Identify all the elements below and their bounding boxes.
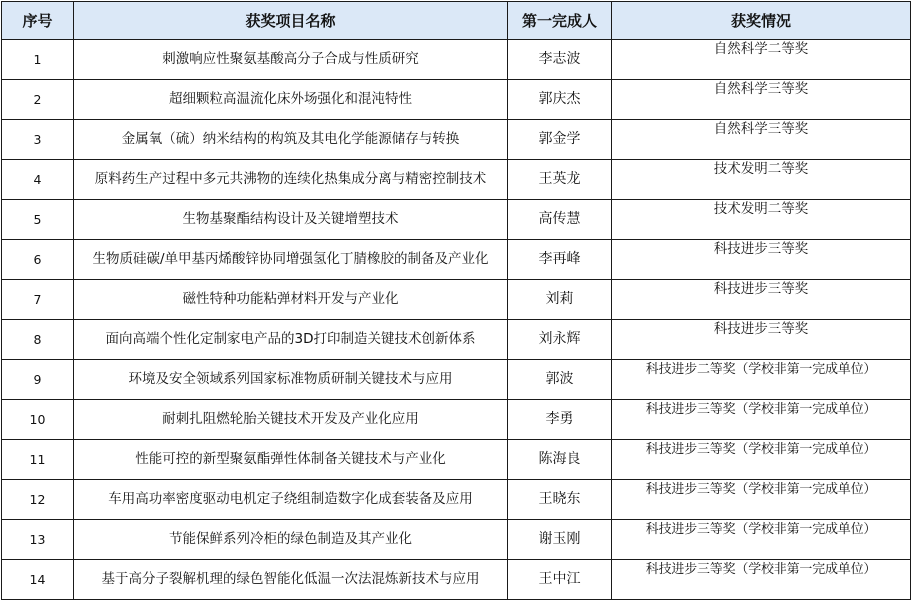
cell-serial-number[interactable]: 7 <box>2 280 74 320</box>
cell-award-status[interactable]: 自然科学二等奖 <box>612 40 911 80</box>
table-row <box>2 120 911 160</box>
cell-first-completer[interactable]: 陈海良 <box>508 440 612 480</box>
table-row <box>2 440 911 480</box>
cell-project-name[interactable]: 面向高端个性化定制家电产品的3D打印制造关键技术创新体系 <box>74 320 508 360</box>
cell-serial-number[interactable]: 1 <box>2 40 74 80</box>
cell-first-completer[interactable]: 谢玉刚 <box>508 520 612 560</box>
cell-award-status[interactable]: 科技进步三等奖 <box>612 240 911 280</box>
table-row <box>2 360 911 400</box>
table-row <box>2 520 911 560</box>
cell-award-status[interactable]: 技术发明二等奖 <box>612 160 911 200</box>
cell-serial-number[interactable]: 13 <box>2 520 74 560</box>
cell-first-completer[interactable]: 郭庆杰 <box>508 80 612 120</box>
header-row <box>2 2 911 40</box>
cell-serial-number[interactable]: 14 <box>2 560 74 600</box>
cell-award-status[interactable]: 科技进步三等奖（学校非第一完成单位） <box>612 480 911 520</box>
cell-project-name[interactable]: 车用高功率密度驱动电机定子绕组制造数字化成套装备及应用 <box>74 480 508 520</box>
cell-first-completer[interactable]: 郭波 <box>508 360 612 400</box>
table-row <box>2 400 911 440</box>
table-row <box>2 480 911 520</box>
cell-award-status[interactable]: 科技进步三等奖（学校非第一完成单位） <box>612 520 911 560</box>
cell-award-status[interactable]: 科技进步三等奖（学校非第一完成单位） <box>612 560 911 600</box>
table-row <box>2 560 911 600</box>
cell-award-status[interactable]: 技术发明二等奖 <box>612 200 911 240</box>
cell-project-name[interactable]: 磁性特种功能粘弹材料开发与产业化 <box>74 280 508 320</box>
cell-first-completer[interactable]: 刘莉 <box>508 280 612 320</box>
cell-first-completer[interactable]: 王晓东 <box>508 480 612 520</box>
table-row <box>2 200 911 240</box>
cell-first-completer[interactable]: 王英龙 <box>508 160 612 200</box>
table-row <box>2 320 911 360</box>
cell-award-status[interactable]: 自然科学三等奖 <box>612 120 911 160</box>
cell-serial-number[interactable]: 12 <box>2 480 74 520</box>
cell-serial-number[interactable]: 9 <box>2 360 74 400</box>
cell-award-status[interactable]: 科技进步三等奖（学校非第一完成单位） <box>612 400 911 440</box>
header-serial-number: 序号 <box>2 2 74 40</box>
cell-project-name[interactable]: 节能保鲜系列冷柜的绿色制造及其产业化 <box>74 520 508 560</box>
cell-award-status[interactable]: 科技进步三等奖 <box>612 320 911 360</box>
cell-project-name[interactable]: 刺激响应性聚氨基酸高分子合成与性质研究 <box>74 40 508 80</box>
cell-project-name[interactable]: 性能可控的新型聚氨酯弹性体制备关键技术与产业化 <box>74 440 508 480</box>
cell-first-completer[interactable]: 高传慧 <box>508 200 612 240</box>
cell-award-status[interactable]: 科技进步三等奖（学校非第一完成单位） <box>612 440 911 480</box>
cell-first-completer[interactable]: 李志波 <box>508 40 612 80</box>
cell-award-status[interactable]: 科技进步三等奖 <box>612 280 911 320</box>
cell-serial-number[interactable]: 3 <box>2 120 74 160</box>
cell-first-completer[interactable]: 王中江 <box>508 560 612 600</box>
awards-table <box>1 1 911 600</box>
cell-project-name[interactable]: 生物基聚酯结构设计及关键增塑技术 <box>74 200 508 240</box>
cell-project-name[interactable]: 环境及安全领域系列国家标准物质研制关键技术与应用 <box>74 360 508 400</box>
cell-award-status[interactable]: 自然科学三等奖 <box>612 80 911 120</box>
cell-first-completer[interactable]: 刘永辉 <box>508 320 612 360</box>
header-award-status: 获奖情况 <box>612 2 911 40</box>
cell-project-name[interactable]: 基于高分子裂解机理的绿色智能化低温一次法混炼新技术与应用 <box>74 560 508 600</box>
table-row <box>2 40 911 80</box>
header-first-completer: 第一完成人 <box>508 2 612 40</box>
table-row <box>2 240 911 280</box>
cell-serial-number[interactable]: 8 <box>2 320 74 360</box>
cell-first-completer[interactable]: 李勇 <box>508 400 612 440</box>
cell-first-completer[interactable]: 郭金学 <box>508 120 612 160</box>
cell-serial-number[interactable]: 10 <box>2 400 74 440</box>
table-body <box>2 40 911 600</box>
cell-project-name[interactable]: 金属氧（硫）纳米结构的构筑及其电化学能源储存与转换 <box>74 120 508 160</box>
table-row <box>2 160 911 200</box>
table-row <box>2 280 911 320</box>
cell-project-name[interactable]: 生物质硅碳/单甲基丙烯酸锌协同增强氢化丁腈橡胶的制备及产业化 <box>74 240 508 280</box>
cell-serial-number[interactable]: 5 <box>2 200 74 240</box>
cell-project-name[interactable]: 耐刺扎阻燃轮胎关键技术开发及产业化应用 <box>74 400 508 440</box>
cell-first-completer[interactable]: 李再峰 <box>508 240 612 280</box>
cell-serial-number[interactable]: 2 <box>2 80 74 120</box>
cell-project-name[interactable]: 原料药生产过程中多元共沸物的连续化热集成分离与精密控制技术 <box>74 160 508 200</box>
table-row <box>2 80 911 120</box>
cell-project-name[interactable]: 超细颗粒高温流化床外场强化和混沌特性 <box>74 80 508 120</box>
header-project-name: 获奖项目名称 <box>74 2 508 40</box>
cell-serial-number[interactable]: 6 <box>2 240 74 280</box>
cell-award-status[interactable]: 科技进步二等奖（学校非第一完成单位） <box>612 360 911 400</box>
cell-serial-number[interactable]: 11 <box>2 440 74 480</box>
cell-serial-number[interactable]: 4 <box>2 160 74 200</box>
